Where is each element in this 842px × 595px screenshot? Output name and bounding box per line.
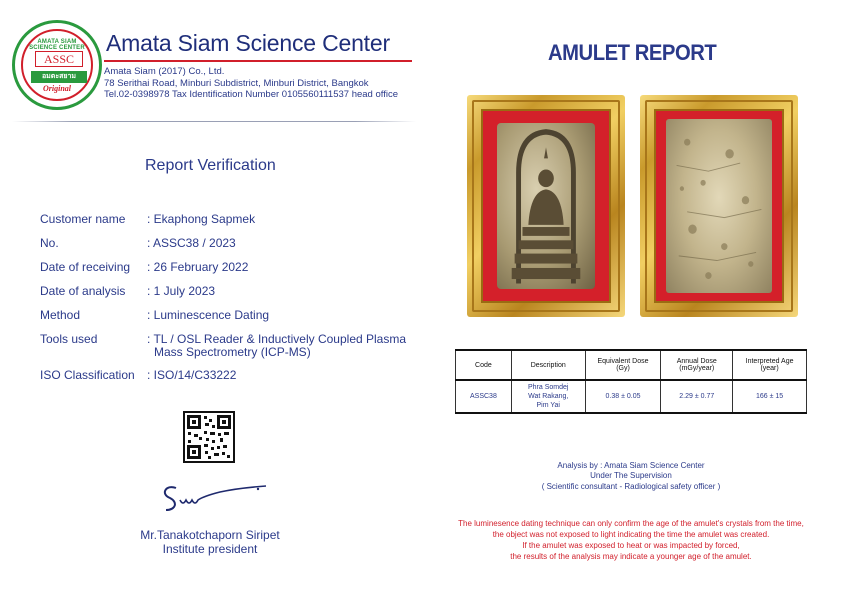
analysis-consultant: ( Scientific consultant - Radiological safety officer ) <box>541 482 721 491</box>
disclaimer-line: the results of the analysis may indicate a younger age of the amulet. <box>510 552 752 561</box>
qr-code <box>183 411 235 463</box>
signer-title: Institute president <box>162 542 258 556</box>
table-row <box>456 380 807 413</box>
info-label: Date of analysis <box>40 284 126 298</box>
report-title: AMULET REPORT <box>548 40 717 65</box>
header-interpreted-age: Interpreted Age (year) <box>733 350 807 380</box>
logo-band: อมตะสยาม <box>31 71 87 83</box>
company-line: Amata Siam (2017) Co., Ltd. <box>104 66 225 77</box>
logo-seal <box>21 29 93 101</box>
cell-annual-dose: 2.29 ± 0.77 <box>661 380 733 413</box>
info-value: : ASSC38 / 2023 <box>147 236 236 250</box>
buddha-figure-icon <box>497 123 595 289</box>
assc-logo <box>12 20 102 110</box>
results-table <box>455 349 807 414</box>
frame-backing <box>481 109 611 303</box>
company-line: Tel.02-0398978 Tax Identification Number 0105560111537 head office <box>104 89 399 100</box>
cell-code: ASSC38 <box>456 380 512 413</box>
info-value: : Ekaphong Sapmek <box>147 212 256 226</box>
logo-abbrev: ASSC <box>35 51 83 67</box>
disclaimer-line: the object was not exposed to light indicating the time the amulet was created. <box>492 530 770 539</box>
disclaimer-line: If the amulet was exposed to heat or was impacted by forced, <box>522 541 740 550</box>
amulet-back-photo <box>666 119 772 293</box>
cell-description: Phra Somdej Wat Rakang, Pim Yai <box>511 380 585 413</box>
cell-interpreted-age: 166 ± 15 <box>733 380 807 413</box>
verification-title: Report Verification <box>145 157 276 174</box>
info-value: Mass Spectrometry (ICP-MS) <box>154 345 311 359</box>
info-value: : Luminescence Dating <box>147 308 270 322</box>
info-value: : TL / OSL Reader & Inductively Coupled Plasma <box>147 332 407 346</box>
cell-equivalent-dose: 0.38 ± 0.05 <box>585 380 661 413</box>
analysis-supervision: Under The Supervision <box>590 471 672 480</box>
info-value: : 1 July 2023 <box>147 284 216 298</box>
company-address <box>104 66 398 101</box>
header-equivalent-dose: Equivalent Dose (Gy) <box>585 350 661 380</box>
info-label: No. <box>40 236 59 250</box>
analysis-by: Analysis by : Amata Siam Science Center <box>557 461 705 470</box>
header-code: Code <box>456 350 512 380</box>
disclaimer-line: The luminesence dating technique can only confirm the age of the amulet's crystals from the time, <box>458 519 804 528</box>
info-value: : 26 February 2022 <box>147 260 249 274</box>
signature <box>160 480 270 516</box>
info-label: Customer name <box>40 212 126 226</box>
header-annual-dose: Annual Dose (mGy/year) <box>661 350 733 380</box>
amulet-front-frame <box>467 95 625 317</box>
info-label: Method <box>40 308 81 322</box>
table-header-row <box>456 350 807 380</box>
header-description: Description <box>511 350 585 380</box>
company-line: 78 Serithai Road, Minburi Subdistrict, Minburi District, Bangkok <box>104 77 369 89</box>
company-name: Amata Siam Science Center <box>106 30 390 56</box>
frame-backing <box>654 109 784 303</box>
logo-original: Original <box>42 84 71 93</box>
amulet-back-texture <box>666 119 772 293</box>
info-label: Tools used <box>40 332 98 346</box>
amulet-front-photo <box>497 123 595 289</box>
header-divider <box>12 121 416 122</box>
amulet-back-frame <box>640 95 798 317</box>
info-label: Date of receiving <box>40 260 131 274</box>
qr-code-icon <box>185 413 233 461</box>
info-value: : ISO/14/C33222 <box>147 368 237 382</box>
signer-name: Mr.Tanakotchaporn Siripet <box>140 528 280 542</box>
company-rule <box>104 60 412 62</box>
logo-ring-text: AMATA SIAM SCIENCE CENTER <box>29 39 85 51</box>
info-label: ISO Classification <box>40 368 135 382</box>
